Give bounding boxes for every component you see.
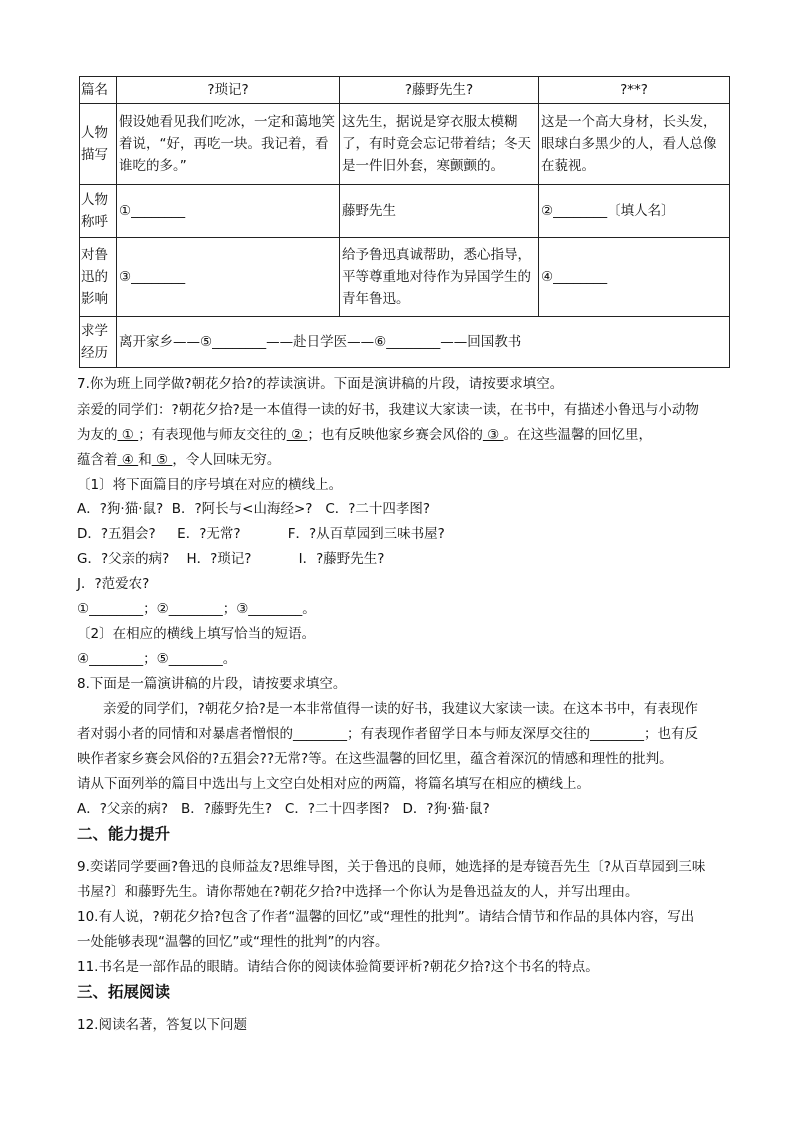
q8-para-line: 亲爱的同学们，?朝花夕拾?是一本非常值得一读的好书，我建议大家读一读。在这本书中，有表现作 — [103, 701, 698, 717]
text-span: ；也有反映他家乡赛会风俗的 — [307, 427, 483, 443]
table-cell: 这是一个高大身材，长头发，眼球白多黑少的人，看人总像在藐视。 — [539, 104, 730, 185]
text-span: 蕴含着 — [77, 452, 118, 468]
table-row — [80, 238, 730, 317]
q9-line: 书屋?〕和藤野先生。请你帮她在?朝花夕拾?中选择一个你认为是鲁迅益友的人，并写出理由。 — [77, 884, 639, 900]
q7-options: A．?狗·猫·鼠? B．?阿长与<山海经>? C．?二十四孝图? — [77, 501, 431, 517]
blank-2: ② — [286, 427, 308, 443]
section-heading: 三、拓展阅读 — [77, 983, 171, 1001]
q8-options: A．?父亲的病? B．?藤野先生? C．?二十四孝图? D．?狗·猫·鼠? — [77, 801, 490, 817]
q11-line: 11.书名是一部作品的眼睛。请结合你的阅读体验简要评析?朝花夕拾?这个书名的特点。 — [77, 959, 599, 975]
q10-line: 10.有人说，?朝花夕拾?包含了作者“温馨的回忆”或“理性的批判”。请结合情节和作品的具体内容，写出 — [77, 909, 695, 925]
table-cell: 假设她看见我们吃冰，一定和蔼地笑着说，“好，再吃一块。我记着，看谁吃的多。” — [117, 104, 340, 185]
q7-para-line — [77, 448, 280, 468]
blank-3: ③ — [482, 427, 504, 443]
q7-sub2: 〔2〕在相应的横线上填写恰当的短语。 — [77, 626, 316, 642]
table-cell: ③________ — [117, 238, 340, 317]
table-cell: ①________ — [117, 185, 340, 238]
blank-5: ⑤ — [151, 452, 173, 468]
table-cell: 这先生，据说是穿衣服太模糊了，有时竟会忘记带着结；冬天是一件旧外套，寒颤颤的。 — [340, 104, 539, 185]
table-row — [80, 317, 730, 368]
text-span: 。在这些温馨的回忆里， — [503, 427, 653, 443]
q8-para-line: 者对弱小者的同情和对暴虐者憎恨的________；有表现作者留学日本与师友深厚交往的________；也有反 — [77, 726, 698, 742]
table-cell: ②________〔填人名〕 — [539, 185, 730, 238]
table-header-cell: 篇名 — [80, 77, 117, 104]
blank-1: ① — [117, 427, 139, 443]
q8-instruction: 请从下面列举的篇目中选出与上文空白处相对应的两篇，将篇名填写在相应的横线上。 — [77, 776, 590, 792]
section-heading: 二、能力提升 — [77, 825, 171, 843]
text-span: ；有表现他与师友交往的 — [138, 427, 287, 443]
character-table — [79, 76, 730, 368]
q7-prompt: 7.你为班上同学做?朝花夕拾?的荐读演讲。下面是演讲稿的片段，请按要求填空。 — [77, 376, 564, 392]
blank-4: ④ — [117, 452, 139, 468]
q8-para-line: 映作者家乡赛会风俗的?五猖会??无常?等。在这些温馨的回忆里，蕴含着深沉的情感和理性的批判。 — [77, 751, 673, 767]
table-cell: 给予鲁迅真诚帮助，悉心指导，平等尊重地对待作为异国学生的青年鲁迅。 — [340, 238, 539, 317]
row-label: 对鲁迅的影响 — [80, 238, 117, 317]
table-cell-span: 离开家乡——⑤________——赴日学医——⑥________——回国教书 — [117, 317, 730, 368]
text-span: 为友的 — [77, 427, 118, 443]
q7-answer-blanks: ④________；⑤________。 — [77, 651, 237, 667]
q7-para-line: 亲爱的同学们：?朝花夕拾?是一本值得一读的好书，我建议大家读一读，在书中，有描述小鲁迅与小动物 — [77, 402, 699, 418]
q7-answer-blanks: ①________；②________；③________。 — [77, 601, 316, 617]
table-header-cell: ?藤野先生? — [340, 77, 539, 104]
q7-sub1: 〔1〕将下面篇目的序号填在对应的横线上。 — [77, 477, 343, 493]
table-row — [80, 104, 730, 185]
q10-line: 一处能够表现“温馨的回忆”或“理性的批判”的内容。 — [77, 934, 389, 950]
q7-options: G．?父亲的病? H．?琐记? I．?藤野先生? — [77, 551, 385, 567]
table-row — [80, 185, 730, 238]
table-cell: ④________ — [539, 238, 730, 317]
table-header-cell: ?**? — [539, 77, 730, 104]
row-label: 人物描写 — [80, 104, 117, 185]
table-cell: 藤野先生 — [340, 185, 539, 238]
table-header-cell: ?琐记? — [117, 77, 340, 104]
table-header-row — [80, 77, 730, 104]
row-label: 求学经历 — [80, 317, 117, 368]
q9-line: 9.奕诺同学要画?鲁迅的良师益友?思维导图，关于鲁迅的良师，她选择的是寿镜吾先生〔?从百草园到三味 — [77, 859, 706, 875]
row-label: 人物称呼 — [80, 185, 117, 238]
q7-options: D．?五猖会? E．?无常? F．?从百草园到三味书屋? — [77, 526, 445, 542]
text-span: 和 — [138, 452, 152, 468]
q7-options: J．?范爱农? — [77, 576, 150, 592]
q12-line: 12.阅读名著，答复以下问题 — [77, 1017, 247, 1033]
text-span: ，令人回味无穷。 — [172, 452, 281, 468]
q8-prompt: 8.下面是一篇演讲稿的片段，请按要求填空。 — [77, 676, 347, 692]
q7-para-line — [77, 423, 652, 443]
